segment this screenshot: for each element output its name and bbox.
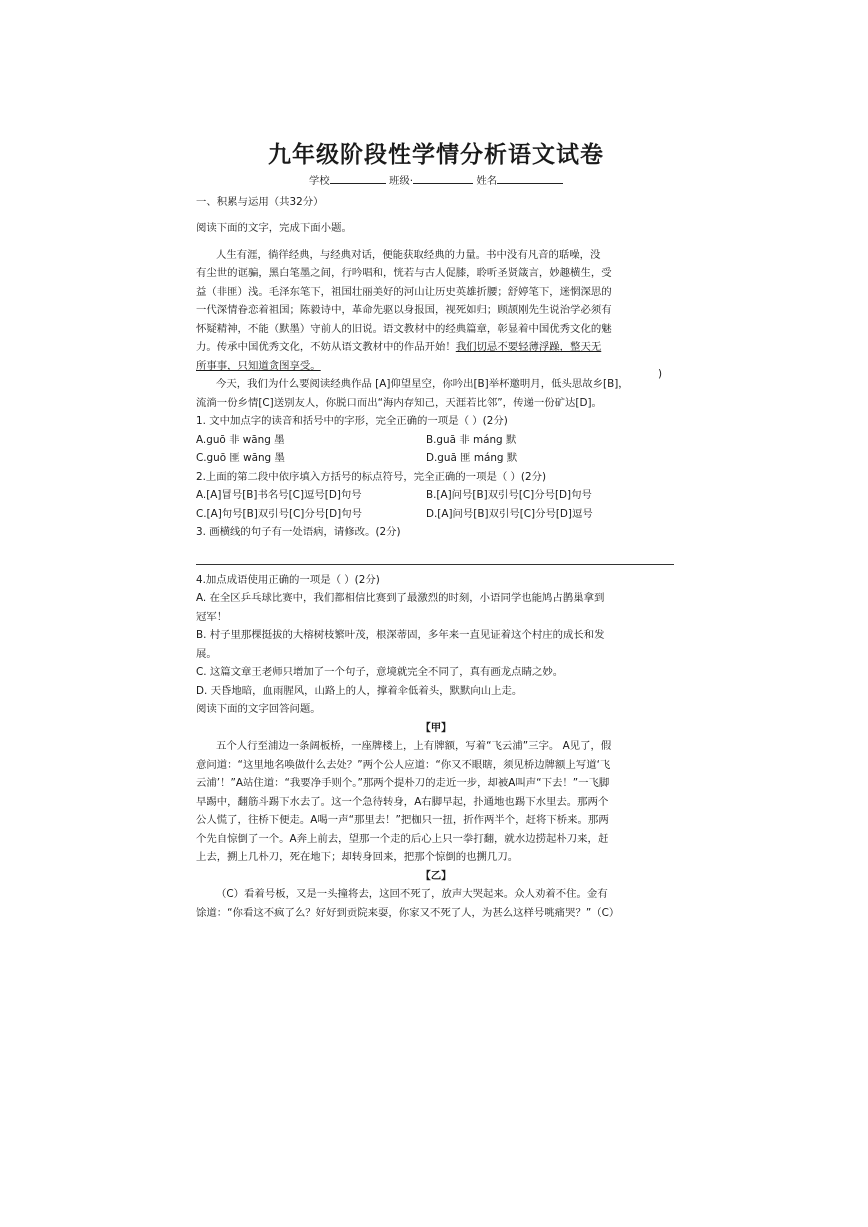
passage-line: 五个人行至浦边一条阔板桥，一座牌楼上，上有牌额，写着“飞云浦”三字。 A见了，假: [216, 740, 612, 752]
question-stem: 4.加点成语使用正确的一项是（ ）(2分): [196, 573, 380, 586]
question-stem: 3. 画横线的句子有一处语病，请修改。(2分): [196, 526, 401, 538]
passage-line: 流淌一份乡情[C]送别友人，你脱口而出“海内存知己，天涯若比邻”，传递一份矿达[D]。: [196, 396, 602, 409]
student-info-line: [196, 172, 676, 191]
question-1: [196, 412, 676, 468]
question-2: [196, 468, 676, 524]
passage-line: 人生有涯，徜徉经典，与经典对话，便能获取经典的力量。书中没有凡音的聒噪，没: [216, 248, 601, 261]
class-blank[interactable]: [413, 172, 473, 184]
option-c[interactable]: C. 这篇文章王老师只增加了一个句子，意境就完全不同了，真有画龙点睛之妙。: [196, 666, 564, 678]
passage-line: 馀道：“你看这不疯了么？好好到贡院来耍，你家又不死了人，为甚么这样号咷痛哭？”（C）: [196, 906, 620, 919]
option-b[interactable]: B. 村子里那棵挺拔的大榕树枝繁叶茂，根深蒂固，多年来一直见证着这个村庄的成长和发: [196, 629, 605, 641]
passage-line: [196, 357, 676, 376]
passage-line: 有尘世的诓骗，黑白笔墨之间，行吟唱和，恍若与古人促膝，聆听圣贤箴言，妙趣横生，受: [196, 267, 612, 279]
option-b-cont: 展。: [196, 647, 217, 660]
passage-line: 上去，搠上几朴刀，死在地下；却转身回来，把那个惊倒的也搠几刀。: [196, 851, 519, 863]
option-d[interactable]: D.guā 匪 máng 默: [426, 452, 518, 464]
option-d[interactable]: D. 天昏地暗，血雨腥风，山路上的人，撑着伞低着头，默默向山上走。: [196, 684, 523, 697]
passage-line: 个先自惊倒了一个。A奔上前去，望那一个走的后心上只一拳打翻，就水边捞起朴刀来，赶: [196, 832, 609, 845]
yi-label: 【乙】: [420, 869, 452, 882]
answer-line[interactable]: [196, 546, 674, 565]
option-c[interactable]: C.[A]句号[B]双引号[C]分号[D]句号: [196, 507, 362, 520]
passage-line: 云浦’！”A站住道：“我要净手则个。”那两个提朴刀的走近一步，却被A叫声“下去！”一飞脚: [196, 777, 610, 789]
question-3: [196, 523, 676, 565]
option-c[interactable]: C.guō 匪 wāng 墨: [196, 452, 285, 464]
section-intro: 阅读下面的文字，完成下面小题。: [196, 222, 352, 234]
option-d[interactable]: D.[A]问号[B]双引号[C]分号[D]逗号: [426, 507, 593, 520]
passage-line: 早踢中，翻筋斗踢下水去了。这一个急待转身，A右脚早起，扑通地也踢下水里去。那两个: [196, 795, 609, 808]
page-title: 九年级阶段性学情分析语文试卷: [268, 141, 604, 168]
underlined-sentence: 所事事，只知道贪图享受。: [196, 359, 321, 372]
passage-line: 公人慌了，往桥下便走。A喝一声“那里去！”把枷只一扭，折作两半个，赶将下桥来。那两: [196, 814, 609, 826]
passage-line: （C）看着号板，又是一头撞将去，这回不死了，放声大哭起来。众人劝着不住。金有: [216, 888, 608, 900]
option-a[interactable]: A.guō 非 wāng 墨: [196, 433, 285, 446]
passage-line: 意问道：“这里地名唤做什么去处？”两个公人应道：“你又不眼瞎，须见桥边牌额上写道‘飞: [196, 758, 611, 771]
jia-label: 【甲】: [420, 721, 452, 734]
passage-line: 一代深情眷恋着祖国；陈毅诗中，革命先驱以身报国，视死如归；顾颉刚先生说治学必须有: [196, 304, 612, 316]
option-b[interactable]: B.guā 非 máng 默: [426, 433, 517, 446]
name-label: 姓名: [476, 175, 498, 187]
question-stem: 2.上面的第二段中依序填入方括号的标点符号，完全正确的一项是（ ）(2分): [196, 470, 547, 483]
passage-line: 力。传承中国优秀文化，不妨从语文教材中的作品开始！我们切忌不要轻薄浮躁，整天无: [196, 341, 602, 353]
reading-section: [196, 700, 676, 922]
passage-line: 今天，我们为什么要阅读经典作品 [A]仰望星空，你吟出[B]举杯邀明月，低头思故乡[B]，: [216, 378, 629, 390]
passage-paragraph-1: [196, 246, 676, 376]
class-label: 班级·: [388, 175, 414, 187]
exam-paper: [196, 132, 676, 922]
passage-line: 益（非匪）浅。毛泽东笔下，祖国壮丽美好的河山让历史英雄折腰；舒婷笔下，迷惘深思的: [196, 285, 612, 298]
option-a[interactable]: A. 在全区乒乓球比赛中，我们都相信比赛到了最激烈的时刻，小语同学也能鸠占鹊巢拿到: [196, 592, 605, 604]
underlined-sentence: 我们切忌不要轻薄浮躁，整天无: [455, 341, 602, 353]
question-stem: 1. 文中加点字的读音和括号中的字形，完全正确的一项是（ ）(2分): [196, 415, 508, 427]
passage-line: 怀疑精神，不能（默墨）守前人的旧说。语文教材中的经典篇章，彰显着中国优秀文化的魅: [196, 322, 612, 335]
reading-intro: 阅读下面的文字回答问题。: [196, 703, 321, 715]
option-a-cont: 冠军！: [196, 610, 228, 623]
school-blank[interactable]: [330, 172, 386, 184]
section-heading: 一、积累与运用（共32分）: [196, 195, 324, 208]
name-blank[interactable]: [497, 172, 563, 184]
option-b[interactable]: B.[A]问号[B]双引号[C]分号[D]句号: [426, 489, 592, 501]
passage-paragraph-2: [196, 375, 676, 412]
question-4: [196, 571, 676, 701]
stray-paren: ): [658, 368, 663, 380]
school-label: 学校: [308, 175, 330, 187]
option-a[interactable]: A.[A]冒号[B]书名号[C]逗号[D]句号: [196, 489, 362, 501]
